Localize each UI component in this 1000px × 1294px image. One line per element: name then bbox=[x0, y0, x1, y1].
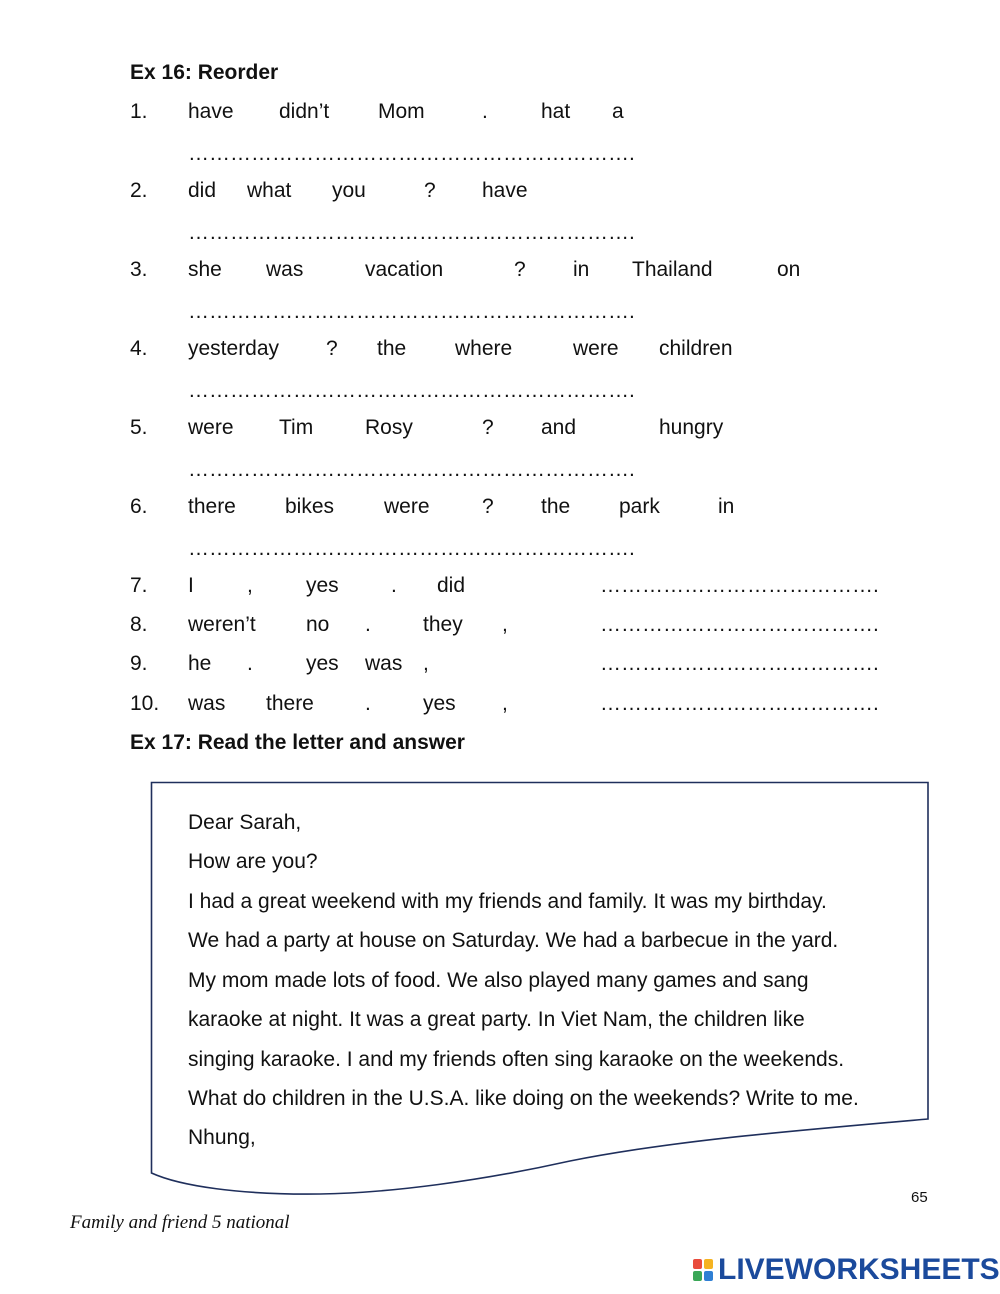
word: ? bbox=[482, 416, 494, 439]
word: in bbox=[573, 258, 590, 281]
item-number: 7. bbox=[130, 574, 148, 597]
word: , bbox=[423, 652, 429, 675]
answer-line-1[interactable]: ………………………………………………………. bbox=[188, 142, 635, 165]
word: ? bbox=[482, 495, 494, 518]
word: yes bbox=[306, 652, 339, 675]
word: you bbox=[332, 179, 366, 202]
word: have bbox=[482, 179, 528, 202]
reorder-item-8 bbox=[0, 612, 1000, 638]
letter-line-8: What do children in the U.S.A. like doing on the weekends? Write to me. bbox=[188, 1087, 859, 1110]
answer-line-3[interactable]: ………………………………………………………. bbox=[188, 300, 635, 323]
item-number: 10. bbox=[130, 692, 160, 715]
word: where bbox=[455, 337, 513, 360]
word: Tim bbox=[279, 416, 314, 439]
answer-line-10[interactable]: …………………………………. bbox=[600, 692, 879, 715]
word: , bbox=[247, 574, 253, 597]
word: was bbox=[365, 652, 403, 675]
book-title: Family and friend 5 national bbox=[70, 1212, 290, 1233]
brand-name: LIVEWORKSHEETS bbox=[718, 1253, 1000, 1286]
word: park bbox=[619, 495, 660, 518]
word: the bbox=[541, 495, 571, 518]
word: they bbox=[423, 613, 463, 636]
answer-line-7[interactable]: …………………………………. bbox=[600, 574, 879, 597]
letter-line-5: My mom made lots of food. We also played many games and sang bbox=[188, 969, 809, 992]
word: I bbox=[188, 574, 194, 597]
liveworksheets-blocks-icon bbox=[692, 1258, 714, 1282]
item-number: 9. bbox=[130, 652, 148, 675]
word: yesterday bbox=[188, 337, 280, 360]
item-number: 3. bbox=[130, 258, 148, 281]
reorder-item-10 bbox=[0, 691, 1000, 717]
word: Thailand bbox=[632, 258, 713, 281]
item-number: 5. bbox=[130, 416, 148, 439]
word: a bbox=[612, 100, 624, 123]
word: she bbox=[188, 258, 222, 281]
item-number: 2. bbox=[130, 179, 148, 202]
word: hat bbox=[541, 100, 571, 123]
word: did bbox=[188, 179, 217, 202]
word: . bbox=[365, 692, 371, 715]
letter-line-2: How are you? bbox=[188, 850, 318, 873]
page-number: 65 bbox=[911, 1189, 928, 1206]
word: there bbox=[266, 692, 314, 715]
letter-line-4: We had a party at house on Saturday. We had a barbecue in the yard. bbox=[188, 929, 839, 952]
word: ? bbox=[514, 258, 526, 281]
word: were bbox=[573, 337, 619, 360]
word: . bbox=[365, 613, 371, 636]
word: no bbox=[306, 613, 330, 636]
word: , bbox=[502, 613, 508, 636]
word: were bbox=[188, 416, 234, 439]
word: did bbox=[437, 574, 466, 597]
answer-line-2[interactable]: ………………………………………………………. bbox=[188, 221, 635, 244]
reorder-item-2 bbox=[0, 178, 1000, 204]
ex16-title: Ex 16: Reorder bbox=[130, 61, 279, 84]
word: and bbox=[541, 416, 577, 439]
word: Rosy bbox=[365, 416, 413, 439]
word: . bbox=[247, 652, 253, 675]
answer-line-8[interactable]: …………………………………. bbox=[600, 613, 879, 636]
word: vacation bbox=[365, 258, 444, 281]
ex17-title: Ex 17: Read the letter and answer bbox=[130, 731, 465, 754]
answer-line-5[interactable]: ………………………………………………………. bbox=[188, 458, 635, 481]
word: was bbox=[266, 258, 304, 281]
reorder-item-6 bbox=[0, 494, 1000, 520]
word: ? bbox=[424, 179, 436, 202]
word: children bbox=[659, 337, 733, 360]
word: didn’t bbox=[279, 100, 330, 123]
item-number: 6. bbox=[130, 495, 148, 518]
reorder-item-4 bbox=[0, 336, 1000, 362]
word: was bbox=[188, 692, 226, 715]
reorder-item-5 bbox=[0, 415, 1000, 441]
item-number: 4. bbox=[130, 337, 148, 360]
letter-line-9: Nhung, bbox=[188, 1126, 256, 1149]
item-number: 1. bbox=[130, 100, 148, 123]
reorder-item-1 bbox=[0, 99, 1000, 125]
word: the bbox=[377, 337, 407, 360]
word: yes bbox=[423, 692, 456, 715]
reorder-item-9 bbox=[0, 651, 1000, 677]
answer-line-4[interactable]: ………………………………………………………. bbox=[188, 379, 635, 402]
word: were bbox=[384, 495, 430, 518]
word: , bbox=[502, 692, 508, 715]
word: what bbox=[247, 179, 292, 202]
reorder-item-3 bbox=[0, 257, 1000, 283]
letter-line-1: Dear Sarah, bbox=[188, 811, 302, 834]
word: have bbox=[188, 100, 234, 123]
answer-line-9[interactable]: …………………………………. bbox=[600, 652, 879, 675]
letter-line-6: karaoke at night. It was a great party. In Viet Nam, the children like bbox=[188, 1008, 805, 1031]
word: yes bbox=[306, 574, 339, 597]
letter-line-3: I had a great weekend with my friends and family. It was my birthday. bbox=[188, 890, 827, 913]
word: . bbox=[391, 574, 397, 597]
word: ? bbox=[326, 337, 338, 360]
word: Mom bbox=[378, 100, 425, 123]
word: weren’t bbox=[188, 613, 256, 636]
word: hungry bbox=[659, 416, 724, 439]
word: on bbox=[777, 258, 801, 281]
liveworksheets-logo[interactable] bbox=[692, 1254, 1000, 1286]
item-number: 8. bbox=[130, 613, 148, 636]
word: . bbox=[482, 100, 488, 123]
answer-line-6[interactable]: ………………………………………………………. bbox=[188, 537, 635, 560]
letter-line-7: singing karaoke. I and my friends often sing karaoke on the weekends. bbox=[188, 1048, 845, 1071]
word: he bbox=[188, 652, 212, 675]
word: bikes bbox=[285, 495, 335, 518]
word: in bbox=[718, 495, 735, 518]
reorder-item-7 bbox=[0, 573, 1000, 599]
word: there bbox=[188, 495, 236, 518]
